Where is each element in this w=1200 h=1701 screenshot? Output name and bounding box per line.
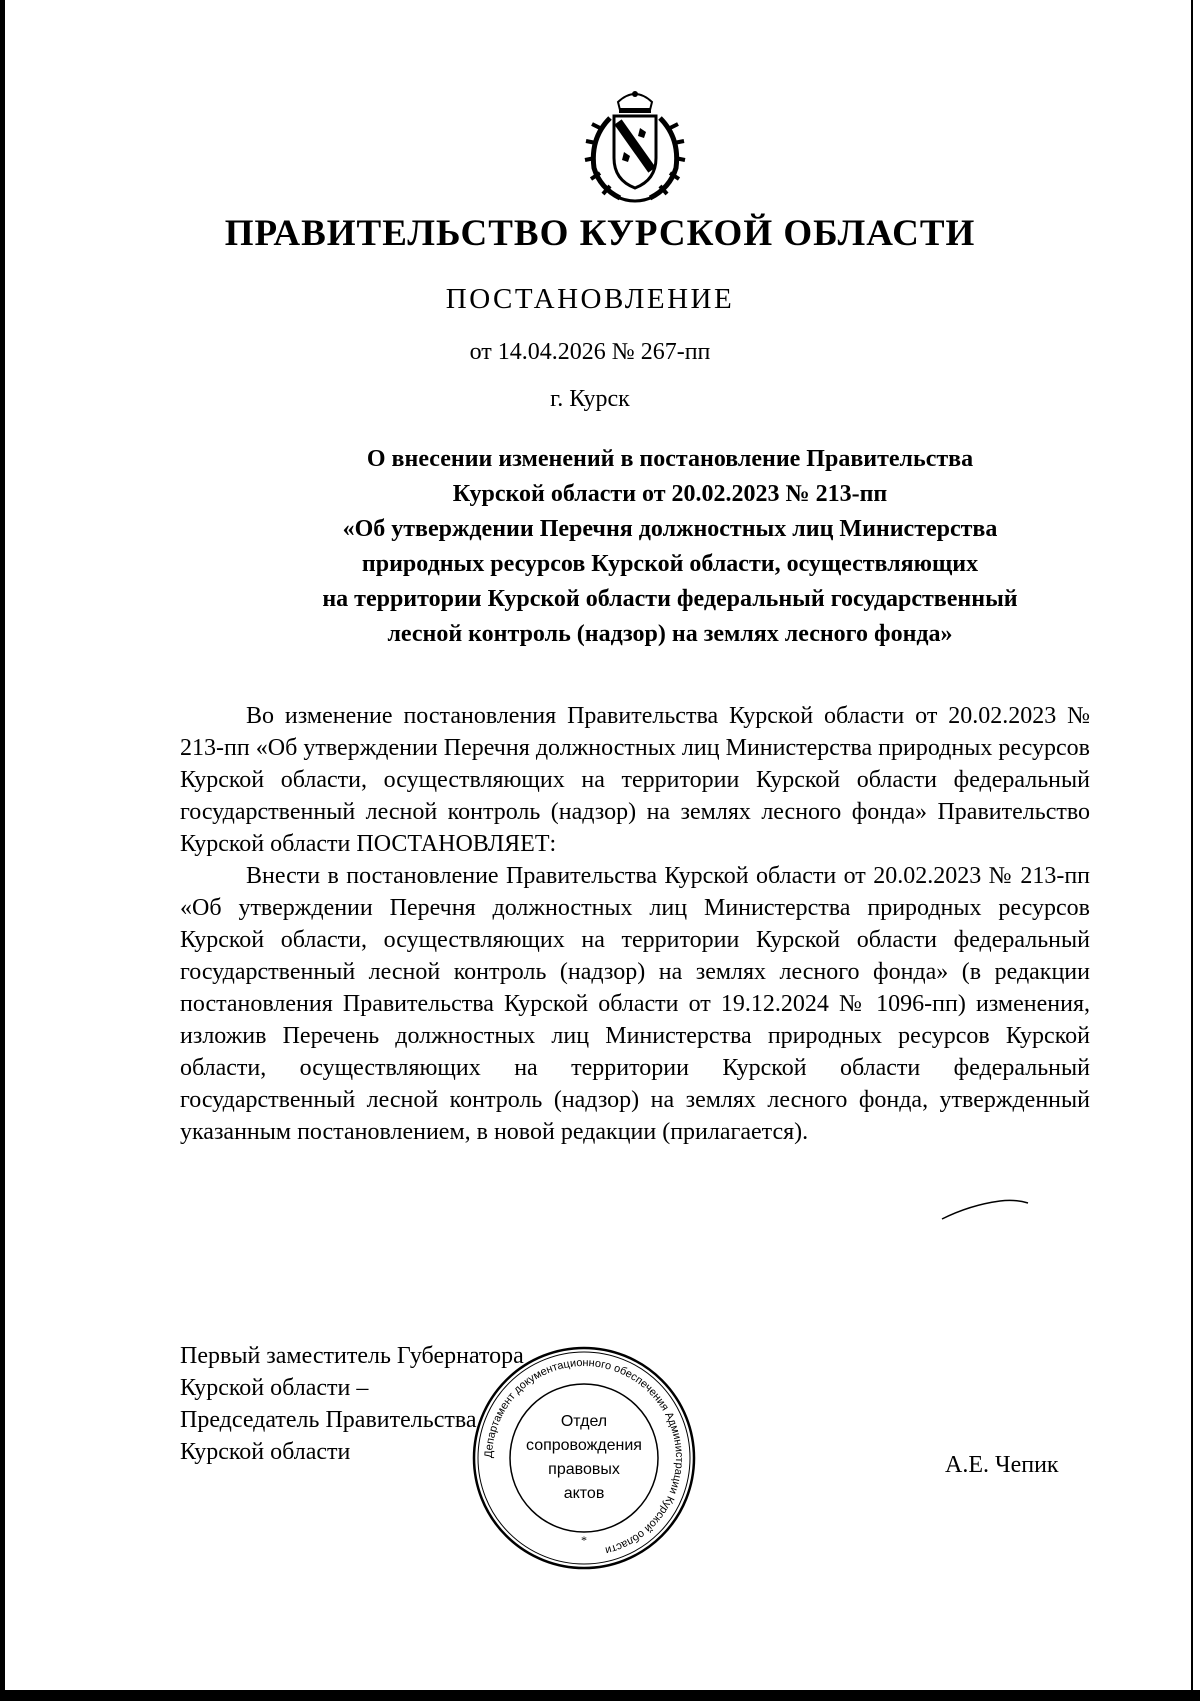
- subject-line: «Об утверждении Перечня должностных лиц Министерства: [342, 516, 998, 542]
- signatory-title-line: Курской области: [180, 1439, 351, 1465]
- stamp-center-line: Отдел: [560, 1413, 608, 1430]
- official-stamp: [470, 1344, 698, 1572]
- star-icon: *: [581, 1533, 587, 1547]
- subject-line: лесной контроль (надзор) на землях лесного фонда»: [387, 621, 953, 647]
- document-subject: [270, 442, 1070, 652]
- coat-of-arms-emblem: [570, 88, 700, 208]
- stamp-center-line: актов: [563, 1485, 605, 1502]
- subject-line: на территории Курской области федеральный государственный: [322, 586, 1018, 612]
- document-city: г. Курск: [550, 386, 630, 412]
- scan-edge-right: [1191, 0, 1193, 1701]
- scan-edge-bottom: [0, 1690, 1200, 1701]
- subject-line: Курской области от 20.02.2023 № 213-пп: [452, 481, 888, 507]
- body-paragraph-preamble: Во изменение постановления Правительства Курской области от 20.02.2023 № 213-пп «Об утверждении Перечня должностных лиц Министерства природных ресурсов Курской области, осуществляющих на территории Курской области федеральный государственный лесной контроль (надзор) на землях лесного фонда» Правительство Курской области ПОСТАНОВЛЯЕТ:: [180, 703, 1090, 857]
- document-body: [180, 700, 1090, 1148]
- handwritten-signature-stroke: [940, 1195, 1030, 1225]
- subject-line: природных ресурсов Курской области, осуществляющих: [361, 551, 979, 577]
- document-type: ПОСТАНОВЛЕНИЕ: [445, 283, 735, 315]
- stamp-center-line: сопровождения: [526, 1437, 642, 1454]
- scan-edge-left: [0, 0, 5, 1701]
- signatory-name: А.Е. Чепик: [945, 1452, 1059, 1478]
- subject-line: О внесении изменений в постановление Правительства: [366, 446, 974, 472]
- body-paragraph-resolution: Внести в постановление Правительства Курской области от 20.02.2023 № 213-пп «Об утверждении Перечня должностных лиц Министерства природных ресурсов Курской области, осуществляющих на территории Курской области федеральный государственный лесной контроль (надзор) на землях лесного фонда» (в редакции постановления Правительства Курской области от 19.12.2024 № 1096-пп) изменения, изложив Перечень должностных лиц Министерства природных ресурсов Курской области, осуществляющих на территории Курской области федеральный государственный лесной контроль (надзор) на землях лесного фонда, утвержденный указанным постановлением, в новой редакции (прилагается).: [180, 863, 1090, 1145]
- signatory-title-line: Председатель Правительства: [180, 1407, 477, 1433]
- signatory-title-line: Курской области –: [180, 1375, 369, 1401]
- stamp-ring-text: Департамент документационного обеспечения Администрации Курской области: [482, 1356, 686, 1557]
- signatory-title-line: Первый заместитель Губернатора: [180, 1343, 524, 1369]
- government-title: ПРАВИТЕЛЬСТВО КУРСКОЙ ОБЛАСТИ: [224, 213, 976, 254]
- stamp-center-line: правовых: [548, 1461, 620, 1478]
- document-date-number: от 14.04.2026 № 267-пп: [469, 339, 711, 365]
